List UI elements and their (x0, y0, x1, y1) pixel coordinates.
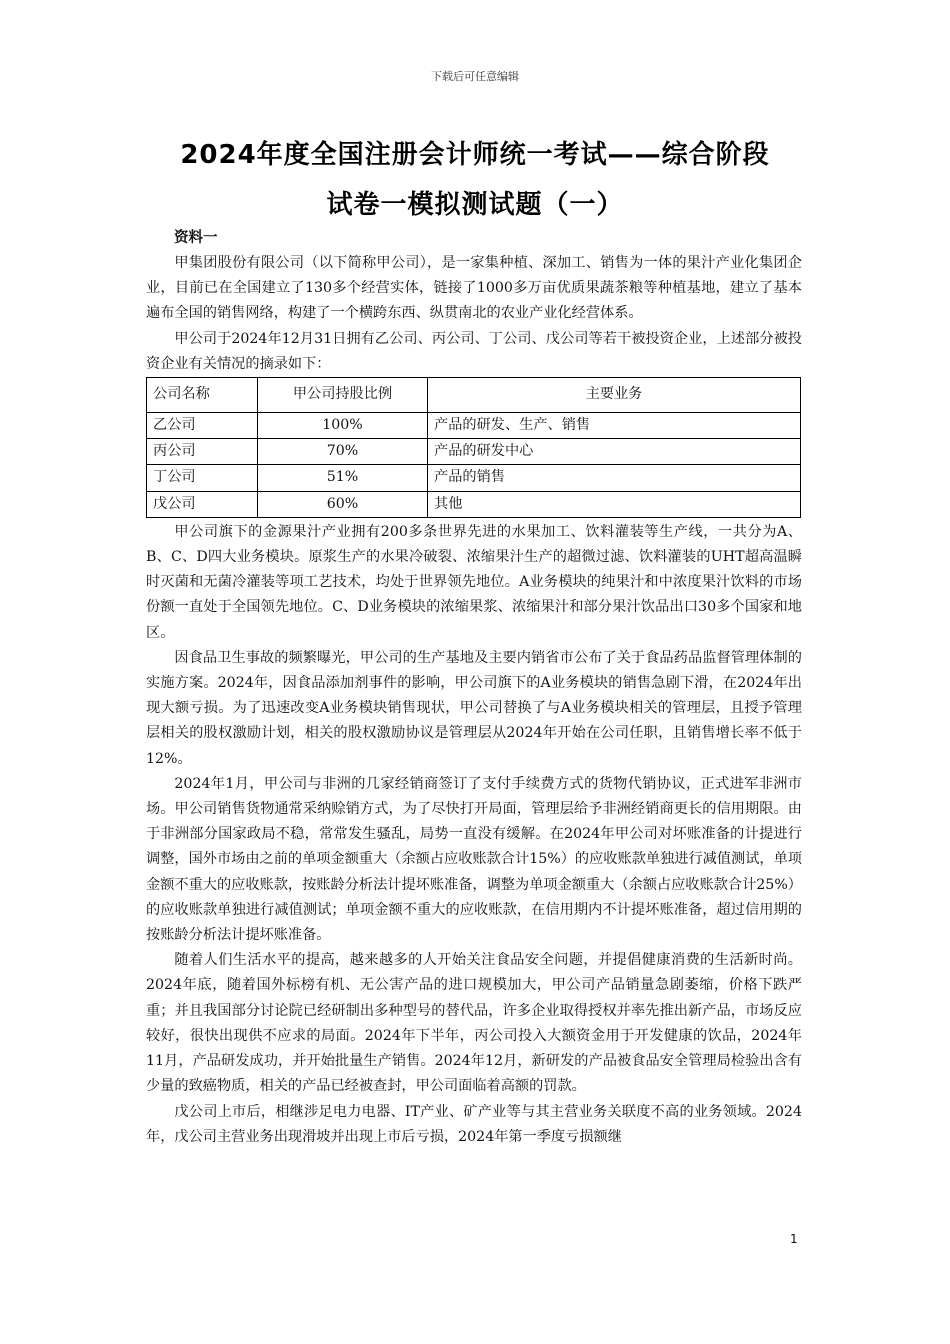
document-body (146, 226, 802, 1150)
section-title: 资料一 (174, 230, 218, 246)
table-cell-company: 丙公司 (147, 439, 258, 465)
paragraph-business-modules: 甲公司旗下的金源果汁产业拥有200多条世界先进的水果加工、饮料灌装等生产线，一共分为A、B、C、D四大业务模块。原浆生产的水果冷破裂、浓缩果汁生产的超微过滤、饮料灌装的UHT超高温瞬时灭菌和无菌冷灌装等项工艺技术，均处于世界领先地位。A业务模块的纯果汁和中浓度果汁饮料的市场份额一直处于全国领先地位。C、D业务模块的浓缩果浆、浓缩果汁和部分果汁饮品出口30多个国家和地区。 (146, 523, 802, 641)
table-header-cell: 公司名称 (147, 378, 258, 413)
table-cell-share: 60% (258, 491, 428, 517)
holdings-table (146, 377, 801, 518)
table-cell-share: 100% (258, 413, 428, 439)
page-title-line-2: 试卷一模拟测试题（一） (326, 190, 624, 220)
table-cell-company: 乙公司 (147, 413, 258, 439)
table-row (147, 439, 801, 465)
table-cell-business: 产品的研发中心 (428, 439, 801, 465)
page-title-line-1: 2024年度全国注册会计师统一考试——综合阶段 (180, 140, 770, 170)
paragraph-intro: 甲集团股份有限公司（以下简称甲公司），是一家集种植、深加工、销售为一体的果汁产业化集团企业，目前已在全国建立了130多个经营实体，链接了1000多万亩优质果蔬茶粮等种植基地，建立了基本遍布全国的销售网络，构建了一个横跨东西、纵贯南北的农业产业化经营体系。 (146, 255, 802, 322)
table-row (147, 491, 801, 517)
table-cell-company: 戊公司 (147, 491, 258, 517)
table-cell-share: 51% (258, 465, 428, 491)
paragraph-africa-market: 2024年1月，甲公司与非洲的几家经销商签订了支付手续费方式的货物代销协议，正式进军非洲市场。甲公司销售货物通常采纳赊销方式，为了尽快打开局面，管理层给予非洲经销商更长的信用期限。由于非洲部分国家政局不稳，常常发生骚乱，局势一直没有缓解。在2024年甲公司对坏账准备的计提进行调整，国外市场由之前的单项金额重大（余额占应收账款合计15%）的应收账款单独进行减值测试，单项金额不重大的应收账款，按账龄分析法计提坏账准备，调整为单项金额重大（余额占应收账款合计25%）的应收账款单独进行减值测试；单项金额不重大的应收账款，在信用期内不计提坏账准备，超过信用期的按账龄分析法计提坏账准备。 (146, 775, 802, 944)
table-cell-company: 丁公司 (147, 465, 258, 491)
table-cell-business: 产品的销售 (428, 465, 801, 491)
paragraph-wu-company: 戊公司上市后，相继涉足电力电器、IT产业、矿产业等与其主营业务关联度不高的业务领域。2024年，戊公司主营业务出现滑坡并出现上市后亏损，2024年第一季度亏损额继 (146, 1103, 802, 1145)
table-header-cell: 甲公司持股比例 (258, 378, 428, 413)
paragraph-market-changes: 随着人们生活水平的提高，越来越多的人开始关注食品安全问题，并提倡健康消费的生活新时尚。2024年底，随着国外标榜有机、无公害产品的进口规模加大，甲公司产品销量急剧萎缩，价格下跌严重；并且我国部分讨论院已经研制出多种型号的替代品，许多企业取得授权并率先推出新产品，市场反应较好，很快出现供不应求的局面。2024年下半年，丙公司投入大额资金用于开发健康的饮品，2024年11月，产品研发成功，并开始批量生产销售。2024年12月，新研发的产品被食品安全管理局检验出含有少量的致癌物质，相关的产品已经被查封，甲公司面临着高额的罚款。 (146, 952, 802, 1095)
page-number: 1 (790, 1232, 798, 1246)
table-header-cell: 主要业务 (428, 378, 801, 413)
paragraph-food-safety: 因食品卫生事故的频繁曝光，甲公司的生产基地及主要内销省市公布了关于食品药品监督管理体制的实施方案。2024年，因食品添加剂事件的影响，甲公司旗下的A业务模块的销售急剧下滑，在2024年出现大额亏损。为了迅速改变A业务模块销售现状，甲公司替换了与A业务模块相关的管理层，且授予管理层相关的股权激励计划，相关的股权激励协议是管理层从2024年开始在公司任职，且销售增长率不低于12%。 (146, 649, 802, 767)
paragraph-table-intro: 甲公司于2024年12月31日拥有乙公司、丙公司、丁公司、戊公司等若干被投资企业，上述部分被投资企业有关情况的摘录如下： (146, 330, 802, 372)
header-note: 下载后可任意编辑 (431, 70, 519, 83)
table-row (147, 465, 801, 491)
table-header-row (147, 378, 801, 413)
table-cell-share: 70% (258, 439, 428, 465)
table-cell-business: 产品的研发、生产、销售 (428, 413, 801, 439)
table-cell-business: 其他 (428, 491, 801, 517)
table-row (147, 413, 801, 439)
